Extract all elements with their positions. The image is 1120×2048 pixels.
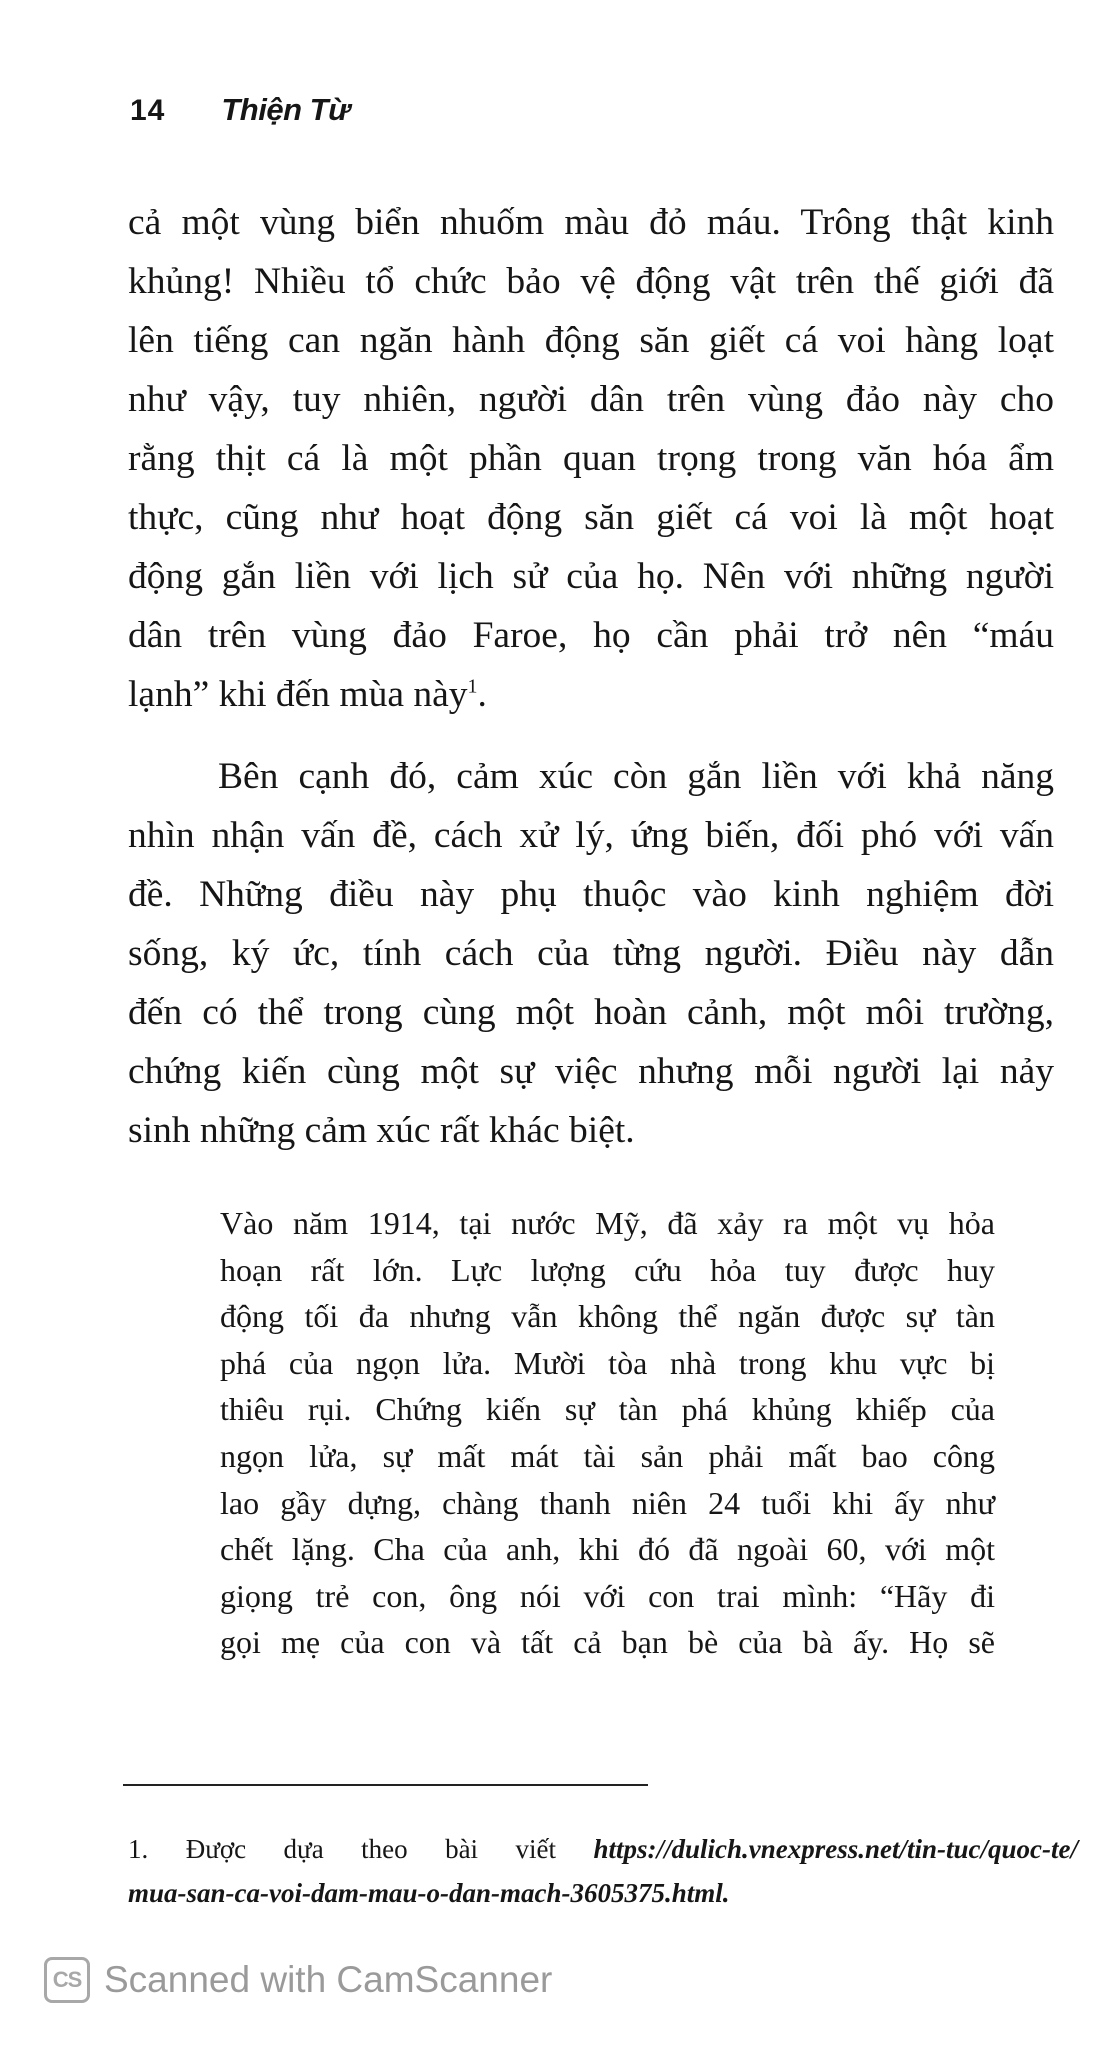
quote-line: gọi mẹ của con và tất cả bạn bè của bà ấy. Họ sẽ bbox=[220, 1624, 995, 1661]
text-line-last bbox=[128, 665, 1054, 724]
text-line: đến có thể trong cùng một hoàn cảnh, một môi trường, bbox=[128, 992, 1054, 1033]
footnote-line-1 bbox=[128, 1827, 1078, 1871]
paragraph-2 bbox=[128, 747, 1054, 1160]
quote-line: phá của ngọn lửa. Mười tòa nhà trong khu vực bị bbox=[220, 1344, 995, 1381]
quote-line: giọng trẻ con, ông nói với con trai mình: “Hãy đi bbox=[220, 1577, 995, 1614]
text-line: sinh những cảm xúc rất khác biệt. bbox=[128, 1110, 635, 1151]
text-line: cả một vùng biển nhuốm màu đỏ máu. Trông thật kinh bbox=[128, 202, 1054, 243]
text-line: nhìn nhận vấn đề, cách xử lý, ứng biến, đối phó với vấn bbox=[128, 815, 1054, 856]
text-line: sống, ký ức, tính cách của từng người. Điều này dẫn bbox=[128, 933, 1054, 974]
story-quote-block bbox=[220, 1200, 995, 1666]
text-line: chứng kiến cùng một sự việc nhưng mỗi người lại nảy bbox=[128, 1051, 1054, 1092]
running-title: Thiện Từ bbox=[221, 92, 350, 127]
footnote-divider bbox=[123, 1784, 648, 1786]
text-line: rằng thịt cá là một phần quan trọng trong văn hóa ẩm bbox=[128, 438, 1054, 479]
quote-line: thiêu rụi. Chứng kiến sự tàn phá khủng khiếp của bbox=[220, 1391, 995, 1428]
footnote bbox=[128, 1827, 1078, 1915]
page-header bbox=[130, 92, 350, 128]
text-line: dân trên vùng đảo Faroe, họ cần phải trở nên “máu bbox=[128, 615, 1054, 656]
footnote-prefix: 1. Được dựa theo bài viết bbox=[128, 1834, 594, 1864]
scanner-watermark bbox=[44, 1957, 552, 2003]
text-line: lên tiếng can ngăn hành động săn giết cá voi hàng loạt bbox=[128, 320, 1054, 361]
text-fragment: . bbox=[477, 674, 487, 715]
quote-line: hoạn rất lớn. Lực lượng cứu hỏa tuy được huy bbox=[220, 1251, 995, 1288]
quote-line: Vào năm 1914, tại nước Mỹ, đã xảy ra một vụ hỏa bbox=[220, 1205, 995, 1241]
text-line: thực, cũng như hoạt động săn giết cá voi là một hoạt bbox=[128, 497, 1054, 538]
paragraph-1 bbox=[128, 193, 1054, 724]
text-fragment: lạnh” khi đến mùa này bbox=[128, 674, 468, 715]
page-number: 14 bbox=[130, 94, 166, 127]
watermark-text: Scanned with CamScanner bbox=[104, 1959, 553, 2000]
footnote-url-part-1[interactable]: https://dulich.vnexpress.net/tin-tuc/quoc-te/ bbox=[593, 1834, 1078, 1864]
quote-line: động tối đa nhưng vẫn không thể ngăn được sự tàn bbox=[220, 1298, 995, 1335]
text-line: khủng! Nhiều tổ chức bảo vệ động vật trên thế giới đã bbox=[128, 261, 1054, 302]
text-line: như vậy, tuy nhiên, người dân trên vùng đảo này cho bbox=[128, 379, 1054, 420]
text-line: đề. Những điều này phụ thuộc vào kinh nghiệm đời bbox=[128, 874, 1054, 915]
quote-line: chết lặng. Cha của anh, khi đó đã ngoài 60, với một bbox=[220, 1531, 995, 1568]
footnote-marker[interactable]: 1 bbox=[467, 675, 478, 698]
text-line: Bên cạnh đó, cảm xúc còn gắn liền với khả năng bbox=[218, 756, 1054, 797]
footnote-url-part-2[interactable]: mua-san-ca-voi-dam-mau-o-dan-mach-3605375.html. bbox=[128, 1878, 730, 1908]
camscanner-logo-icon: CS bbox=[44, 1957, 90, 2003]
quote-line: lao gầy dựng, chàng thanh niên 24 tuổi khi ấy như bbox=[220, 1484, 995, 1521]
quote-line: ngọn lửa, sự mất mát tài sản phải mất bao công bbox=[220, 1437, 995, 1474]
text-line: động gắn liền với lịch sử của họ. Nên với những người bbox=[128, 556, 1054, 597]
